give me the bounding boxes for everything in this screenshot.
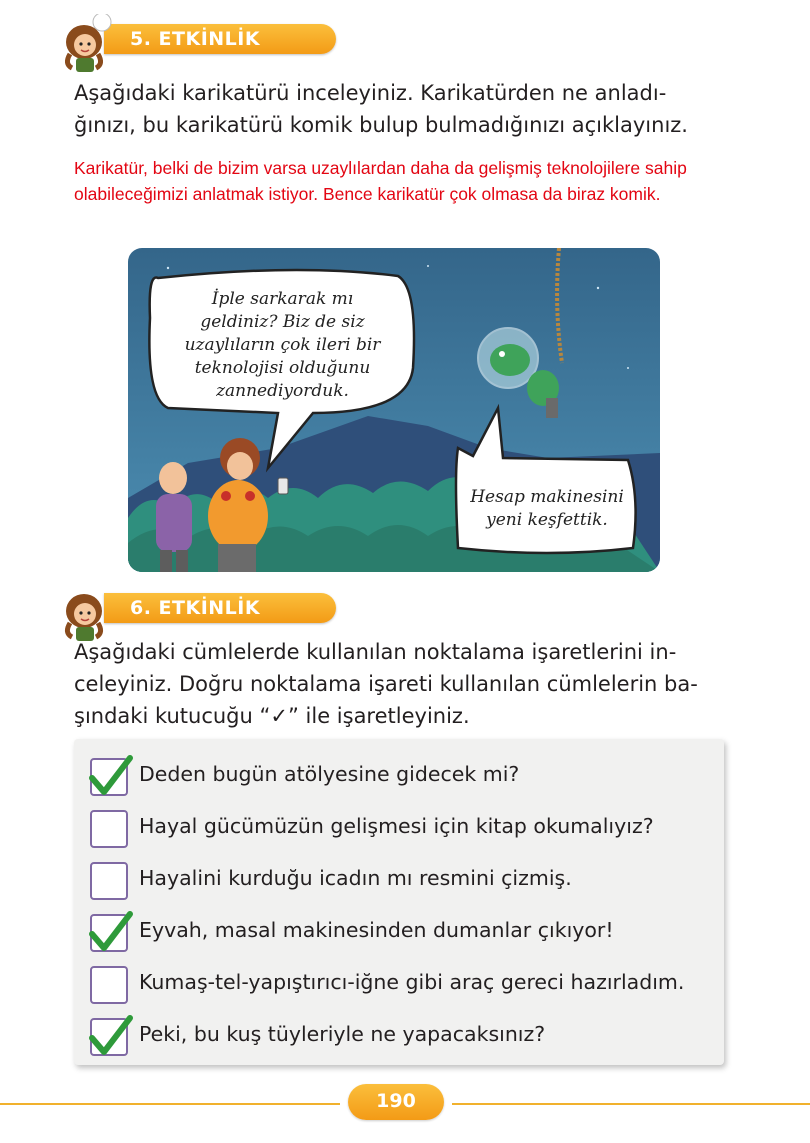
page-number-badge (348, 1084, 444, 1120)
list-item (88, 808, 724, 852)
list-item (88, 860, 724, 904)
checkmark-icon (86, 752, 134, 800)
item-text: Deden bugün atölyesine gidecek mi? (139, 762, 520, 786)
activity-5-title: 5. ETKİNLİK (130, 28, 261, 50)
list-item (88, 756, 724, 800)
checkbox[interactable] (90, 862, 128, 900)
item-text: Peki, bu kuş tüyleriyle ne yapacaksınız? (139, 1022, 546, 1046)
activity-6-badge (104, 593, 336, 623)
checkmark-icon (86, 908, 134, 956)
checkbox[interactable] (90, 966, 128, 1004)
page-number: 190 (376, 1090, 416, 1112)
activity-5-instruction: Aşağıdaki karikatürü inceleyiniz. Karikatürden ne anladı- ğınızı, bu karikatürü komik bulup bulmadığınızı açıklayınız. (74, 81, 688, 137)
cartoon-bubble-right: Hesap makinesini yeni keşfettik. (470, 487, 624, 530)
cartoon-image (128, 248, 660, 572)
list-item (88, 964, 724, 1008)
checklist-panel (74, 739, 724, 1065)
item-text: Kumaş-tel-yapıştırıcı-iğne gibi araç gereci hazırladım. (139, 970, 685, 994)
list-item (88, 912, 724, 956)
footer-rule-left (0, 1103, 340, 1105)
checkbox[interactable] (90, 810, 128, 848)
activity-6-instruction: Aşağıdaki cümlelerde kullanılan noktalama işaretlerini in- celeyiniz. Doğru noktalama işareti kullanılan cümlelerin ba- şındaki kutucuğu “✓” ile işaretleyiniz. (74, 640, 698, 728)
checkmark-icon (86, 1012, 134, 1060)
activity-6-title: 6. ETKİNLİK (130, 597, 261, 619)
activity-5-badge (104, 24, 336, 54)
list-item (88, 1016, 724, 1060)
cartoon-bubble-left: İple sarkarak mı geldiniz? Biz de siz uzaylıların çok ileri bir teknolojisi olduğunu zannediyorduk. (184, 289, 381, 401)
footer-rule-right (452, 1103, 810, 1105)
activity-5-answer: Karikatür, belki de bizim varsa uzaylılardan daha da gelişmiş teknolojilere sahip olabileceğimizi anlatmak istiyor. Bence karikatür çok olmasa da biraz komik. (74, 158, 687, 204)
mascot-girl-icon (58, 14, 120, 76)
item-text: Hayalini kurduğu icadın mı resmini çizmiş. (139, 866, 572, 890)
item-text: Hayal gücümüzün gelişmesi için kitap okumalıyız? (139, 814, 654, 838)
item-text: Eyvah, masal makinesinden dumanlar çıkıyor! (139, 918, 614, 942)
